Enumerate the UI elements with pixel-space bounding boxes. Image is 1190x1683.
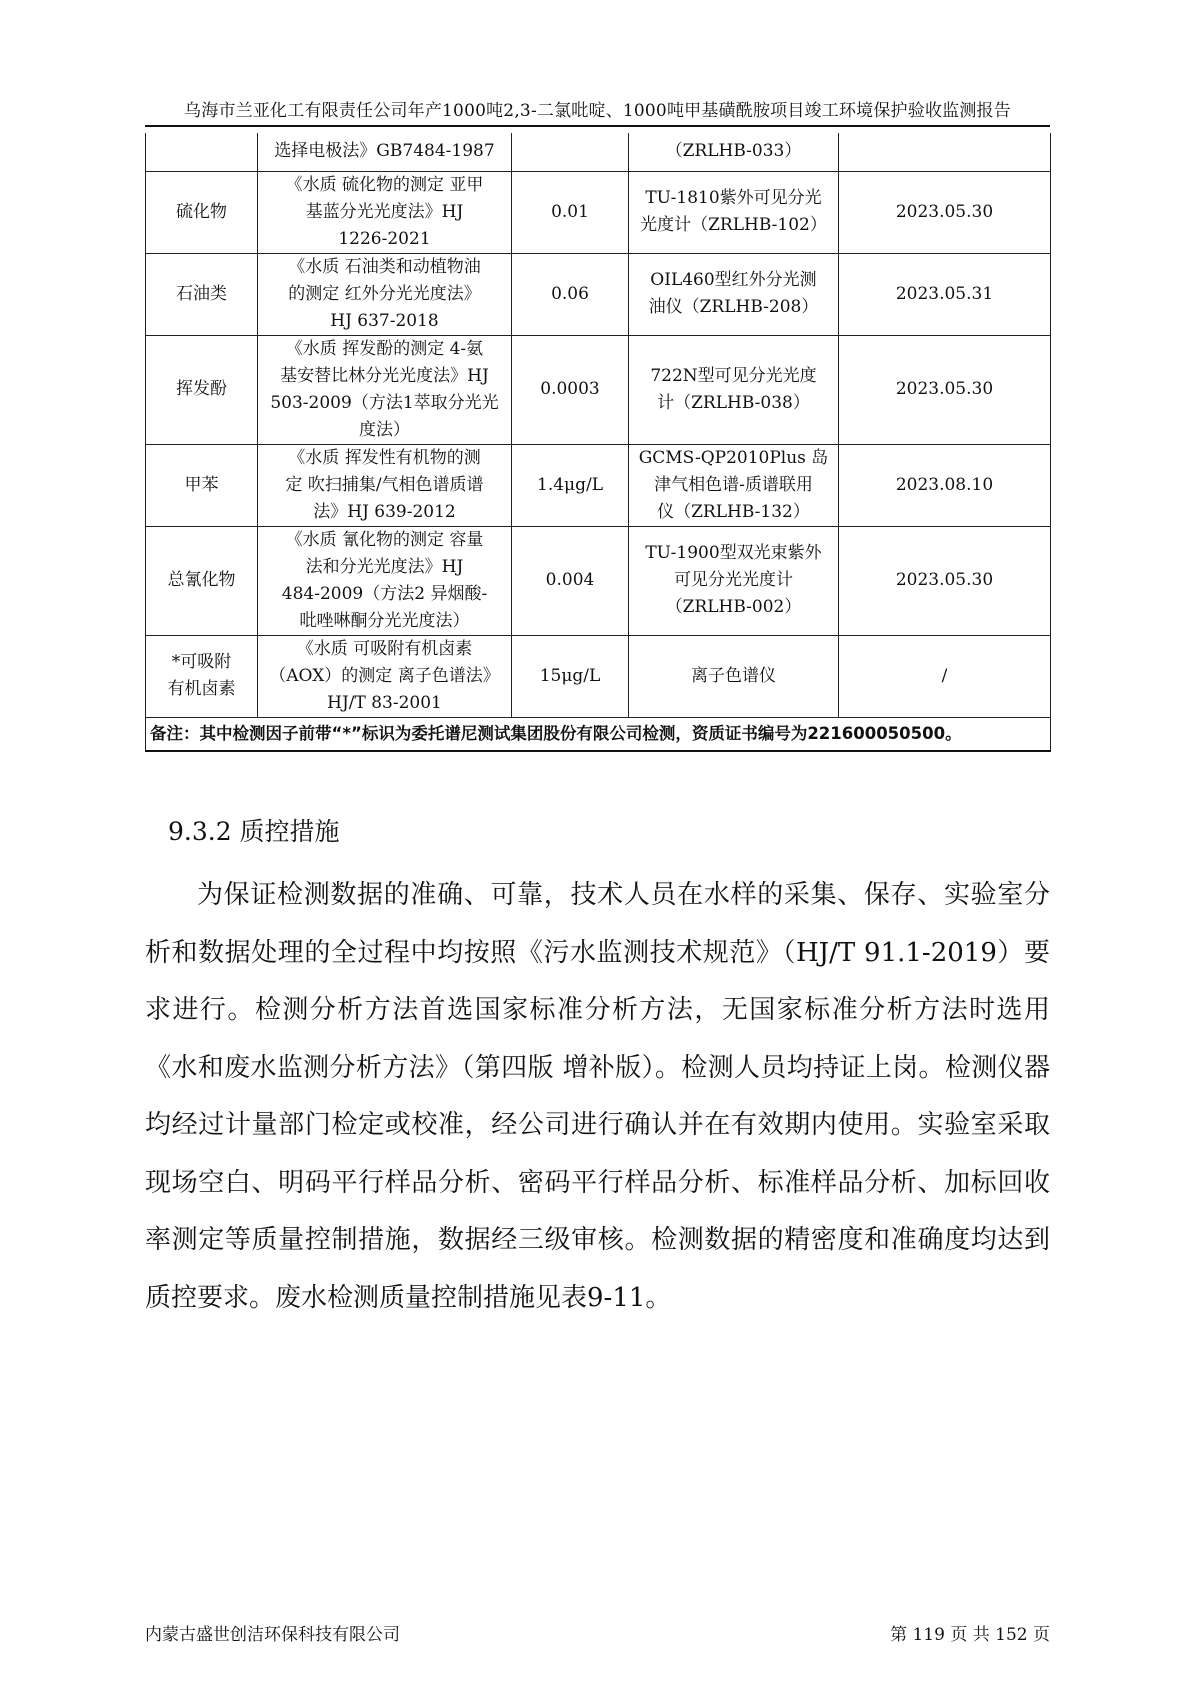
footer-company: 内蒙古盛世创洁环保科技有限公司	[145, 1625, 400, 1645]
cell-method-line: 《水质 可吸附有机卤素	[296, 638, 473, 659]
cell-item: *可吸附有机卤素	[146, 635, 258, 717]
cell-instrument-line: 油仪（ZRLHB-208）	[648, 297, 819, 317]
cell-limit	[512, 133, 629, 171]
cell-method-line: 的测定 红外分光光度法》	[288, 283, 481, 304]
cell-method-line: HJ 637-2018	[330, 310, 439, 331]
cell-instrument	[629, 335, 839, 444]
table-row	[146, 444, 1051, 526]
cell-limit: 0.0003	[512, 335, 629, 444]
cell-instrument	[629, 526, 839, 635]
cell-instrument-line: 津气相色谱-质谱联用	[654, 474, 813, 495]
cell-method	[258, 635, 512, 717]
cell-instrument-line: GCMS-QP2010Plus 岛	[638, 447, 829, 468]
cell-instrument-line: 722N型可见分光光度	[650, 365, 817, 386]
cell-limit: 1.4μg/L	[512, 444, 629, 526]
cell-instrument-line: （ZRLHB-002）	[665, 597, 802, 617]
cell-date: 2023.05.30	[839, 526, 1051, 635]
cell-instrument-line: 仪（ZRLHB-132）	[657, 501, 810, 522]
table-row	[146, 335, 1051, 444]
cell-instrument	[629, 253, 839, 335]
cell-method-line: 《水质 挥发性有机物的测	[288, 447, 481, 468]
cell-limit: 15μg/L	[512, 635, 629, 717]
body-paragraph: 为保证检测数据的准确、可靠，技术人员在水样的采集、保存、实验室分析和数据处理的全过程中均按照《污水监测技术规范》（HJ/T 91.1-2019）要求进行。检测分析方法首选国家标准分析方法，无国家标准分析方法时选用《水和废水监测分析方法》（第四版 增补版）。检测人员均持证上岗。检测仪器均经过计量部门检定或校准，经公司进行确认并在有效期内使用。实验室采取现场空白、明码平行样品分析、密码平行样品分析、标准样品分析、加标回收率测定等质量控制措施，数据经三级审核。检测数据的精密度和准确度均达到质控要求。废水检测质量控制措施见表9-11。	[145, 880, 1050, 1313]
cell-date	[839, 133, 1051, 171]
cell-method	[258, 171, 512, 253]
table-row-continuation	[146, 133, 1051, 171]
cell-method-line: 1226-2021	[338, 228, 431, 249]
cell-method	[258, 253, 512, 335]
cell-item: 石油类	[146, 253, 258, 335]
cell-date: 2023.08.10	[839, 444, 1051, 526]
cell-method-line: 法》HJ 639-2012	[313, 501, 456, 522]
cell-method	[258, 335, 512, 444]
page-footer	[145, 1620, 1050, 1645]
cell-date: 2023.05.30	[839, 335, 1051, 444]
cell-item: 挥发酚	[146, 335, 258, 444]
cell-method-line: 503-2009（方法1萃取分光光	[270, 392, 499, 413]
cell-date: 2023.05.30	[839, 171, 1051, 253]
cell-instrument	[629, 444, 839, 526]
cell-instrument-line: 离子色谱仪	[691, 665, 776, 686]
cell-method-line: 定 吹扫捕集/气相色谱质谱	[285, 474, 484, 495]
cell-method-line: 法和分光光度法》HJ	[305, 556, 464, 577]
table-row	[146, 171, 1051, 253]
cell-instrument	[629, 635, 839, 717]
cell-instrument-line: 光度计（ZRLHB-102）	[640, 215, 827, 235]
table-row	[146, 253, 1051, 335]
cell-method-line: 基蓝分光光度法》HJ	[305, 201, 464, 222]
cell-instrument-line: 可见分光光度计	[674, 570, 793, 590]
cell-instrument-line: OIL460型红外分光测	[650, 270, 817, 290]
cell-method-line: HJ/T 83-2001	[327, 692, 442, 713]
footer-page-number: 第 119 页 共 152 页	[890, 1625, 1050, 1645]
cell-method-line: 度法）	[359, 419, 410, 440]
cell-instrument: （ZRLHB-033）	[629, 133, 839, 171]
cell-item	[146, 133, 258, 171]
cell-method-line: 《水质 氰化物的测定 容量	[285, 529, 484, 550]
cell-method-line: 吡唑啉酮分光光度法）	[299, 610, 470, 631]
cell-method-line: 《水质 硫化物的测定 亚甲	[285, 174, 484, 195]
cell-method: 选择电极法》GB7484-1987	[258, 133, 512, 171]
page-header: 乌海市兰亚化工有限责任公司年产1000吨2,3-二氯吡啶、1000吨甲基磺酰胺项目竣工环境保护验收监测报告	[184, 101, 1011, 121]
table-remark-row	[146, 717, 1051, 751]
cell-item: 总氰化物	[146, 526, 258, 635]
cell-instrument-line: TU-1900型双光束紫外	[645, 543, 822, 563]
table-remark: 备注：其中检测因子前带“*”标识为委托谱尼测试集团股份有限公司检测，资质证书编号为221600050500。	[146, 717, 1051, 751]
cell-item: 硫化物	[146, 171, 258, 253]
cell-method-line: （AOX）的测定 离子色谱法》	[269, 665, 500, 686]
cell-item: 甲苯	[146, 444, 258, 526]
cell-limit: 0.06	[512, 253, 629, 335]
cell-method-line: 《水质 石油类和动植物油	[288, 256, 481, 277]
cell-date: /	[839, 635, 1051, 717]
cell-method-line: 484-2009（方法2 异烟酸-	[281, 583, 488, 604]
cell-method	[258, 526, 512, 635]
body-text	[145, 867, 1050, 1327]
cell-method	[258, 444, 512, 526]
section-title: 9.3.2 质控措施	[168, 817, 340, 846]
table-row	[146, 635, 1051, 717]
cell-limit: 0.004	[512, 526, 629, 635]
methods-table	[145, 133, 1051, 752]
table-row	[146, 526, 1051, 635]
cell-method-line: 基安替比林分光光度法》HJ	[280, 365, 489, 386]
header-divider	[145, 125, 1050, 127]
cell-instrument-line: 计（ZRLHB-038）	[657, 392, 810, 413]
cell-instrument	[629, 171, 839, 253]
cell-limit: 0.01	[512, 171, 629, 253]
cell-date: 2023.05.31	[839, 253, 1051, 335]
cell-instrument-line: TU-1810紫外可见分光	[645, 188, 822, 208]
cell-method-line: 《水质 挥发酚的测定 4-氨	[285, 338, 484, 359]
